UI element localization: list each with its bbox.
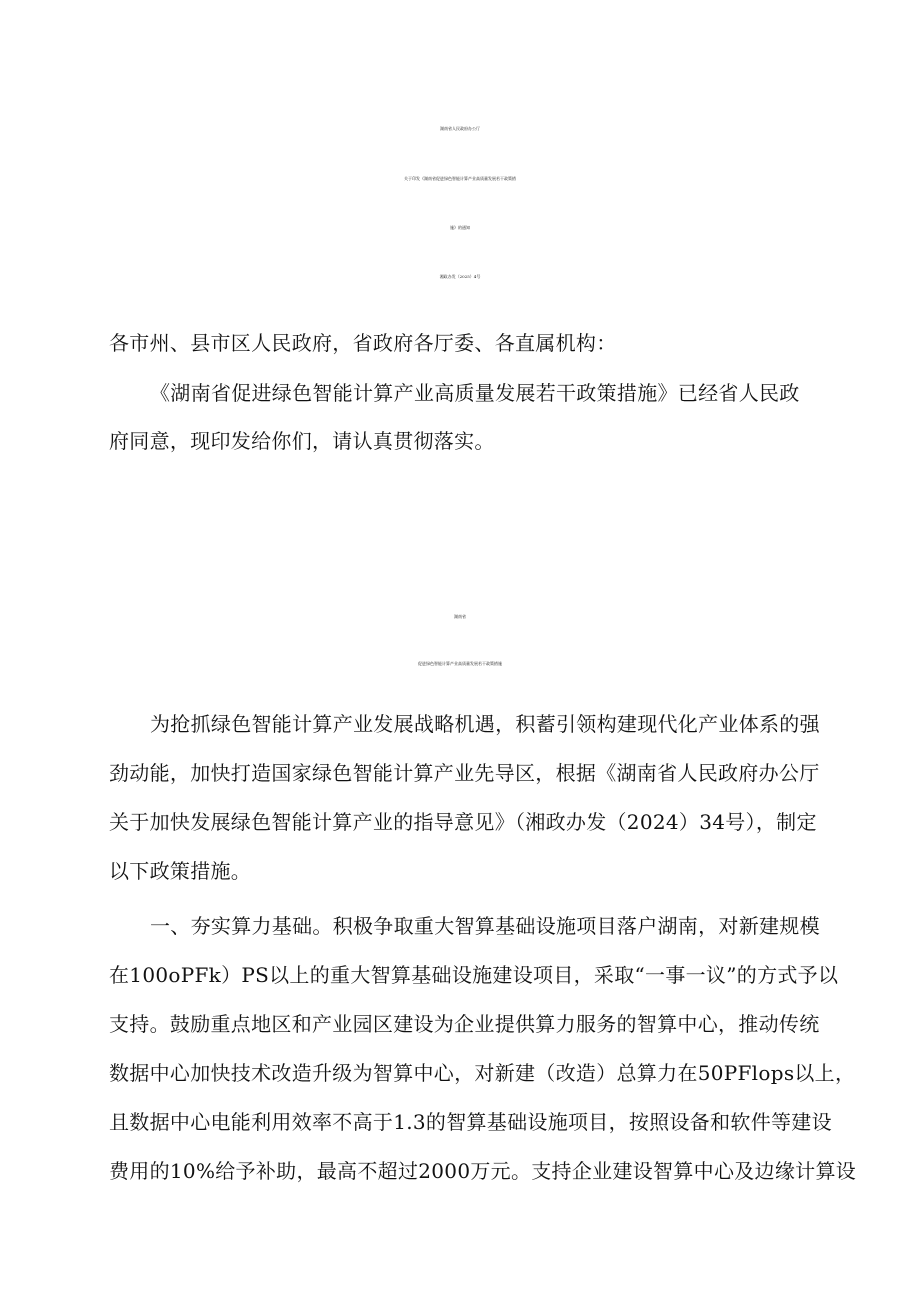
notice-body-line-1: 《湖南省促进绿色智能计算产业高质量发展若干政策措施》已经省人民政 <box>150 381 800 405</box>
intro-line-4: 以下政策措施。 <box>109 859 252 883</box>
section1-line-1: 一、夯实算力基础。积极争取重大智算基础设施项目落户湖南，对新建规模 <box>150 914 820 938</box>
section1-line-2: 在100oPFk）PS以上的重大智算基础设施建设项目，采取“一事一议”的方式予以 <box>109 963 839 987</box>
issuer-title: 湖南省人民政府办公厅 <box>440 126 480 131</box>
intro-line-3: 关于加快发展绿色智能计算产业的指导意见》（湘政办发（2024）34号），制定 <box>109 810 817 834</box>
policy-title-line-1: 湖南省 <box>454 614 466 619</box>
intro-line-1: 为抢抓绿色智能计算产业发展战略机遇，积蓄引领构建现代化产业体系的强 <box>150 712 820 736</box>
section1-line-3: 支持。鼓励重点地区和产业园区建设为企业提供算力服务的智算中心，推动传统 <box>109 1012 820 1036</box>
document-number: 湘政办发（2025）4号 <box>439 274 481 279</box>
section1-line-5: 且数据中心电能利用效率不高于1.3的智算基础设施项目，按照设备和软件等建设 <box>109 1110 832 1134</box>
section1-line-4: 数据中心加快技术改造升级为智算中心，对新建（改造）总算力在50PFlops以上， <box>109 1061 856 1085</box>
addressee: 各市州、县市区人民政府，省政府各厅委、各直属机构： <box>109 331 617 355</box>
policy-title-line-2: 促进绿色智能计算产业高质量发展若干政策措施 <box>418 661 502 666</box>
notice-title-line-2: 施》的通知 <box>450 225 470 230</box>
intro-line-2: 劲动能，加快打造国家绿色智能计算产业先导区，根据《湖南省人民政府办公厅 <box>109 761 820 785</box>
notice-body-line-2: 府同意，现印发给你们，请认真贯彻落实。 <box>109 429 495 453</box>
notice-title-line-1: 关于印发《湖南省促进绿色智能计算产业高质量发展若干政策措 <box>404 176 516 181</box>
section1-line-6: 费用的10%给予补助，最高不超过2000万元。支持企业建设智算中心及边缘计算设 <box>109 1159 857 1183</box>
